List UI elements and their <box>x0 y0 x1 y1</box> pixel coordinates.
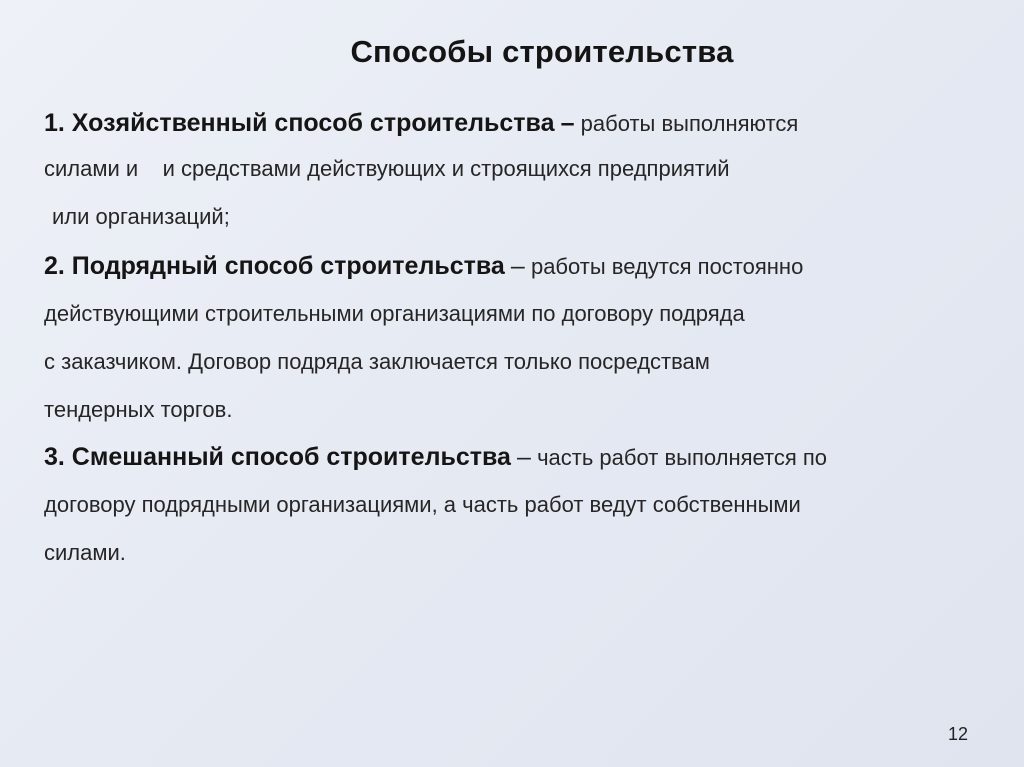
item-2-line-1 <box>44 252 803 281</box>
slide-title: Способы строительства <box>350 34 734 69</box>
item-3-line-3: силами. <box>44 540 126 565</box>
item-1-line-3: или организаций; <box>52 204 230 229</box>
item-1-line-1 <box>44 109 798 138</box>
item-3-text-start: часть работ выполняется по <box>537 445 828 470</box>
item-2-line-2: действующими строительными организациями по договору подряда <box>44 301 745 326</box>
item-3-line-2: договору подрядными организациями, а часть работ ведут собственными <box>44 492 801 517</box>
item-2-line-3: с заказчиком. Договор подряда заключается только посредствам <box>44 349 710 374</box>
item-1-text-start: работы выполняются <box>580 111 799 136</box>
item-3-line-1 <box>44 443 827 472</box>
item-2-heading: 2. Подрядный способ строительства <box>44 252 505 280</box>
item-1-dash: – <box>560 109 575 137</box>
item-2-dash: – <box>510 252 525 280</box>
item-1-line-2: силами и и средствами действующих и строящихся предприятий <box>44 156 730 181</box>
item-3-dash: – <box>517 443 531 471</box>
item-3-heading: 3. Смешанный способ строительства <box>44 443 511 471</box>
item-2-line-4: тендерных торгов. <box>44 397 233 422</box>
item-2-text-start: работы ведутся постоянно <box>530 254 804 279</box>
page-number: 12 <box>947 724 968 744</box>
item-1-heading: 1. Хозяйственный способ строительства <box>44 109 555 137</box>
